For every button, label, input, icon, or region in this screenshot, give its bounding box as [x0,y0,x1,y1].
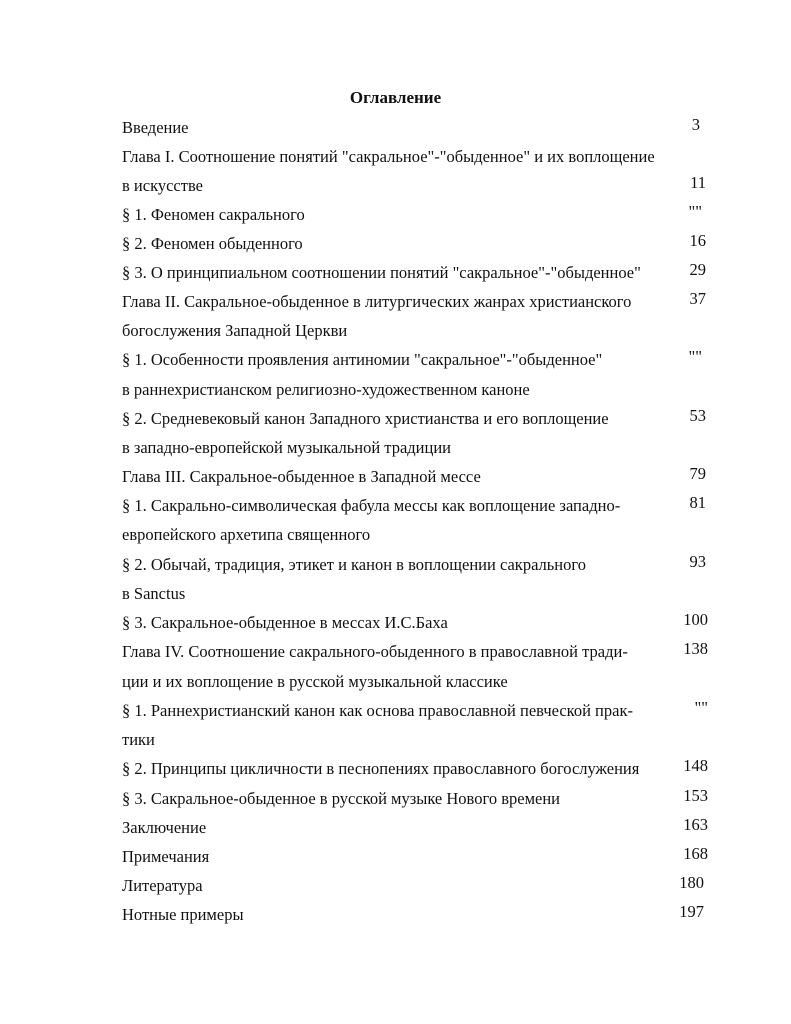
toc-entry-page: 153 [683,786,708,805]
toc-title: Оглавление [349,88,442,107]
toc-entry-text: § 3. Сакральное-обыденное в русской музыке Нового времени [122,789,560,808]
toc-entry-text: богослужения Западной Церкви [122,321,348,340]
toc-entry-text: в западно-европейской музыкальной традиции [122,438,451,457]
toc-entry-text: Примечания [122,847,210,866]
toc-entry-text: ции и их воплощение в русской музыкальной классике [122,672,508,691]
toc-entry-text: § 2. Средневековый канон Западного христианства и его воплощение [122,409,609,428]
toc-entry-text: § 1. Раннехристианский канон как основа православной певческой прак- [122,701,633,720]
toc-entry-page: 180 [679,873,704,892]
toc-entry-text: § 2. Принципы цикличности в песнопениях православного богослужения [122,759,640,778]
toc-entry-page: "" [694,698,708,717]
toc-entry-page: 11 [690,173,706,192]
toc-entry-page: 138 [683,639,708,658]
toc-entry-page: 197 [679,902,704,921]
toc-entry-text: § 1. Особенности проявления антиномии "сакральное"-"обыденное" [122,350,603,369]
toc-entry-text: Глава II. Сакральное-обыденное в литургических жанрах христианского [122,292,632,311]
toc-entry-page: "" [688,347,702,366]
toc-entry-text: § 2. Обычай, традиция, этикет и канон в воплощении сакрального [122,555,586,574]
toc-entry-page: 163 [683,815,708,834]
toc-entry-page: 81 [689,493,706,512]
toc-entry-page: 148 [683,756,708,775]
toc-entry-page: 168 [683,844,708,863]
toc-entry-page: 93 [689,552,706,571]
toc-entry-text: европейского архетипа священного [122,525,371,544]
toc-entry-page: 53 [689,406,706,425]
toc-entry-text: § 3. Сакральное-обыденное в мессах И.С.Баха [122,613,448,632]
toc-entry-page: 37 [689,289,706,308]
toc-entry-page: 29 [689,260,706,279]
toc-entry-text: § 1. Феномен сакрального [122,205,305,224]
toc-entry-text: Введение [122,118,189,137]
toc-entry-text: в Sanctus [122,584,186,603]
toc-entry-page: 3 [691,115,700,134]
toc-entry-page: 100 [683,610,708,629]
toc-entry-text: тики [122,730,155,749]
toc-entry-page: 16 [689,231,706,250]
toc-entry-text: Заключение [122,818,207,837]
toc-entry-page: 79 [689,464,706,483]
toc-entry-text: Глава IV. Соотношение сакрального-обыденного в православной тради- [122,642,628,661]
toc-entry-text: § 3. О принципиальном соотношении понятий "сакральное"-"обыденное" [122,263,641,282]
toc-entry-text: § 1. Сакрально-символическая фабула мессы как воплощение западно- [122,496,621,515]
toc-entry-page: "" [688,202,702,221]
toc-entry-text: в искусстве [122,176,203,195]
toc-entry-text: Глава III. Сакральное-обыденное в Западной мессе [122,467,481,486]
toc-entry-text: в раннехристианском религиозно-художественном каноне [122,380,530,399]
toc-entry-text: § 2. Феномен обыденного [122,234,303,253]
toc-entry-text: Литература [122,876,203,895]
toc-entry-text: Глава I. Соотношение понятий "сакральное"-"обыденное" и их воплощение [122,147,655,166]
toc-entry-text: Нотные примеры [122,905,244,924]
